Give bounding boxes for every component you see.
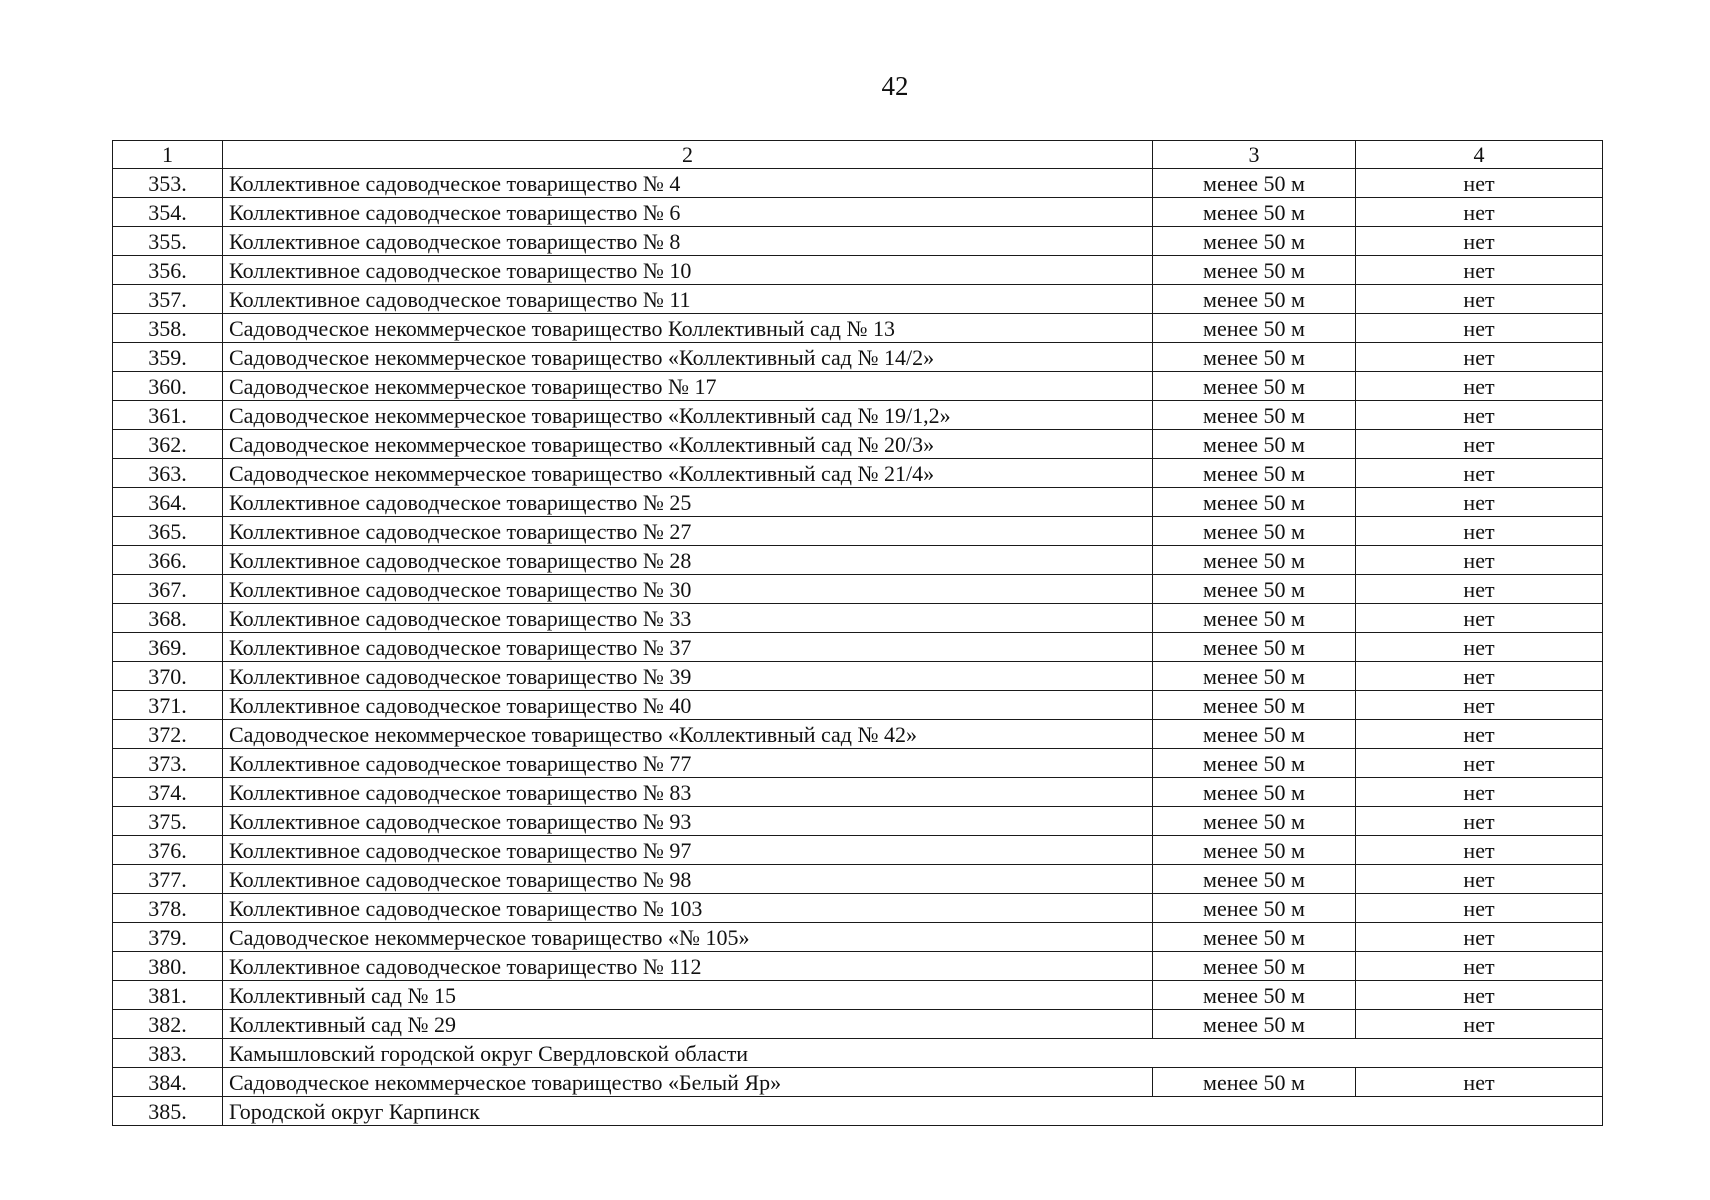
organization-name: Садоводческое некоммерческое товарищество «Коллективный сад № 42» [223, 720, 1153, 749]
organization-name: Коллективное садоводческое товарищество № 112 [223, 952, 1153, 981]
table-row [113, 401, 1603, 430]
table-row [113, 865, 1603, 894]
table-section-row [113, 1039, 1603, 1068]
header-row [113, 141, 1603, 169]
table-row [113, 604, 1603, 633]
organization-name: Коллективное садоводческое товарищество № 37 [223, 633, 1153, 662]
flag-cell: нет [1356, 1010, 1603, 1039]
header-col-2: 2 [223, 141, 1153, 169]
distance-cell: менее 50 м [1153, 372, 1356, 401]
row-number: 365. [113, 517, 223, 546]
distance-cell: менее 50 м [1153, 1068, 1356, 1097]
header-col-3: 3 [1153, 141, 1356, 169]
row-number: 359. [113, 343, 223, 372]
organization-name: Коллективное садоводческое товарищество № 33 [223, 604, 1153, 633]
row-number: 358. [113, 314, 223, 343]
flag-cell: нет [1356, 662, 1603, 691]
organization-name: Коллективное садоводческое товарищество № 25 [223, 488, 1153, 517]
organization-name: Коллективное садоводческое товарищество № 97 [223, 836, 1153, 865]
row-number: 356. [113, 256, 223, 285]
organization-name: Коллективный сад № 15 [223, 981, 1153, 1010]
table-row [113, 807, 1603, 836]
flag-cell: нет [1356, 256, 1603, 285]
row-number: 384. [113, 1068, 223, 1097]
row-number: 376. [113, 836, 223, 865]
row-number: 370. [113, 662, 223, 691]
distance-cell: менее 50 м [1153, 430, 1356, 459]
organization-name: Садоводческое некоммерческое товарищество «Коллективный сад № 19/1,2» [223, 401, 1153, 430]
row-number: 378. [113, 894, 223, 923]
flag-cell: нет [1356, 488, 1603, 517]
flag-cell: нет [1356, 517, 1603, 546]
organization-name: Садоводческое некоммерческое товарищество «Коллективный сад № 21/4» [223, 459, 1153, 488]
flag-cell: нет [1356, 952, 1603, 981]
table-row [113, 894, 1603, 923]
flag-cell: нет [1356, 401, 1603, 430]
flag-cell: нет [1356, 836, 1603, 865]
flag-cell: нет [1356, 981, 1603, 1010]
row-number: 374. [113, 778, 223, 807]
flag-cell: нет [1356, 720, 1603, 749]
table-row [113, 285, 1603, 314]
row-number: 385. [113, 1097, 223, 1126]
flag-cell: нет [1356, 430, 1603, 459]
row-number: 363. [113, 459, 223, 488]
flag-cell: нет [1356, 459, 1603, 488]
row-number: 364. [113, 488, 223, 517]
flag-cell: нет [1356, 169, 1603, 198]
distance-cell: менее 50 м [1153, 894, 1356, 923]
table-row [113, 749, 1603, 778]
distance-cell: менее 50 м [1153, 720, 1356, 749]
organization-name: Садоводческое некоммерческое товарищество «Коллективный сад № 14/2» [223, 343, 1153, 372]
flag-cell: нет [1356, 227, 1603, 256]
distance-cell: менее 50 м [1153, 691, 1356, 720]
organization-name: Коллективное садоводческое товарищество № 40 [223, 691, 1153, 720]
table-row [113, 314, 1603, 343]
flag-cell: нет [1356, 343, 1603, 372]
organization-name: Садоводческое некоммерческое товарищество «№ 105» [223, 923, 1153, 952]
distance-cell: менее 50 м [1153, 256, 1356, 285]
distance-cell: менее 50 м [1153, 662, 1356, 691]
table-row [113, 256, 1603, 285]
distance-cell: менее 50 м [1153, 923, 1356, 952]
organization-name: Коллективное садоводческое товарищество № 98 [223, 865, 1153, 894]
row-number: 375. [113, 807, 223, 836]
row-number: 353. [113, 169, 223, 198]
row-number: 355. [113, 227, 223, 256]
organization-name: Коллективное садоводческое товарищество № 8 [223, 227, 1153, 256]
row-number: 361. [113, 401, 223, 430]
flag-cell: нет [1356, 633, 1603, 662]
row-number: 382. [113, 1010, 223, 1039]
table-row [113, 430, 1603, 459]
table-row [113, 633, 1603, 662]
organization-name: Коллективный сад № 29 [223, 1010, 1153, 1039]
organization-name: Садоводческое некоммерческое товарищество Коллективный сад № 13 [223, 314, 1153, 343]
flag-cell: нет [1356, 372, 1603, 401]
organization-name: Садоводческое некоммерческое товарищество «Белый Яр» [223, 1068, 1153, 1097]
table-row [113, 198, 1603, 227]
section-title: Городской округ Карпинск [223, 1097, 1603, 1126]
distance-cell: менее 50 м [1153, 1010, 1356, 1039]
organization-name: Коллективное садоводческое товарищество № 77 [223, 749, 1153, 778]
row-number: 354. [113, 198, 223, 227]
distance-cell: менее 50 м [1153, 169, 1356, 198]
table-row [113, 575, 1603, 604]
distance-cell: менее 50 м [1153, 633, 1356, 662]
organization-name: Садоводческое некоммерческое товарищество № 17 [223, 372, 1153, 401]
table-row [113, 778, 1603, 807]
settlements-table [112, 140, 1603, 1126]
table-row [113, 981, 1603, 1010]
flag-cell: нет [1356, 749, 1603, 778]
row-number: 367. [113, 575, 223, 604]
distance-cell: менее 50 м [1153, 575, 1356, 604]
distance-cell: менее 50 м [1153, 343, 1356, 372]
flag-cell: нет [1356, 604, 1603, 633]
flag-cell: нет [1356, 865, 1603, 894]
section-title: Камышловский городской округ Свердловской области [223, 1039, 1603, 1068]
distance-cell: менее 50 м [1153, 285, 1356, 314]
table-row [113, 372, 1603, 401]
row-number: 372. [113, 720, 223, 749]
table-row [113, 459, 1603, 488]
distance-cell: менее 50 м [1153, 981, 1356, 1010]
table-row [113, 227, 1603, 256]
table-row [113, 691, 1603, 720]
table-row [113, 1010, 1603, 1039]
table-row [113, 169, 1603, 198]
row-number: 373. [113, 749, 223, 778]
distance-cell: менее 50 м [1153, 836, 1356, 865]
row-number: 360. [113, 372, 223, 401]
organization-name: Коллективное садоводческое товарищество № 11 [223, 285, 1153, 314]
flag-cell: нет [1356, 894, 1603, 923]
organization-name: Коллективное садоводческое товарищество № 39 [223, 662, 1153, 691]
distance-cell: менее 50 м [1153, 865, 1356, 894]
organization-name: Коллективное садоводческое товарищество № 4 [223, 169, 1153, 198]
distance-cell: менее 50 м [1153, 459, 1356, 488]
flag-cell: нет [1356, 546, 1603, 575]
organization-name: Коллективное садоводческое товарищество № 30 [223, 575, 1153, 604]
table-row [113, 952, 1603, 981]
row-number: 357. [113, 285, 223, 314]
table-section-row [113, 1097, 1603, 1126]
table-header [113, 141, 1603, 169]
distance-cell: менее 50 м [1153, 227, 1356, 256]
flag-cell: нет [1356, 778, 1603, 807]
organization-name: Коллективное садоводческое товарищество № 83 [223, 778, 1153, 807]
flag-cell: нет [1356, 575, 1603, 604]
row-number: 381. [113, 981, 223, 1010]
distance-cell: менее 50 м [1153, 778, 1356, 807]
row-number: 366. [113, 546, 223, 575]
table-row [113, 662, 1603, 691]
organization-name: Коллективное садоводческое товарищество № 28 [223, 546, 1153, 575]
flag-cell: нет [1356, 1068, 1603, 1097]
distance-cell: менее 50 м [1153, 314, 1356, 343]
row-number: 362. [113, 430, 223, 459]
flag-cell: нет [1356, 285, 1603, 314]
flag-cell: нет [1356, 923, 1603, 952]
table-row [113, 343, 1603, 372]
organization-name: Садоводческое некоммерческое товарищество «Коллективный сад № 20/3» [223, 430, 1153, 459]
flag-cell: нет [1356, 314, 1603, 343]
distance-cell: менее 50 м [1153, 546, 1356, 575]
flag-cell: нет [1356, 691, 1603, 720]
distance-cell: менее 50 м [1153, 604, 1356, 633]
organization-name: Коллективное садоводческое товарищество № 10 [223, 256, 1153, 285]
table-row [113, 488, 1603, 517]
organization-name: Коллективное садоводческое товарищество № 27 [223, 517, 1153, 546]
row-number: 369. [113, 633, 223, 662]
distance-cell: менее 50 м [1153, 749, 1356, 778]
header-col-4: 4 [1356, 141, 1603, 169]
organization-name: Коллективное садоводческое товарищество № 103 [223, 894, 1153, 923]
table-body [113, 169, 1603, 1126]
table-row [113, 517, 1603, 546]
page-number: 42 [881, 71, 909, 101]
flag-cell: нет [1356, 198, 1603, 227]
row-number: 371. [113, 691, 223, 720]
row-number: 380. [113, 952, 223, 981]
flag-cell: нет [1356, 807, 1603, 836]
table-row [113, 1068, 1603, 1097]
distance-cell: менее 50 м [1153, 198, 1356, 227]
row-number: 377. [113, 865, 223, 894]
row-number: 368. [113, 604, 223, 633]
distance-cell: менее 50 м [1153, 488, 1356, 517]
organization-name: Коллективное садоводческое товарищество № 93 [223, 807, 1153, 836]
distance-cell: менее 50 м [1153, 807, 1356, 836]
table-row [113, 720, 1603, 749]
distance-cell: менее 50 м [1153, 401, 1356, 430]
row-number: 379. [113, 923, 223, 952]
organization-name: Коллективное садоводческое товарищество № 6 [223, 198, 1153, 227]
distance-cell: менее 50 м [1153, 952, 1356, 981]
table-row [113, 923, 1603, 952]
header-col-1: 1 [113, 141, 223, 169]
row-number: 383. [113, 1039, 223, 1068]
distance-cell: менее 50 м [1153, 517, 1356, 546]
table-row [113, 836, 1603, 865]
table-row [113, 546, 1603, 575]
